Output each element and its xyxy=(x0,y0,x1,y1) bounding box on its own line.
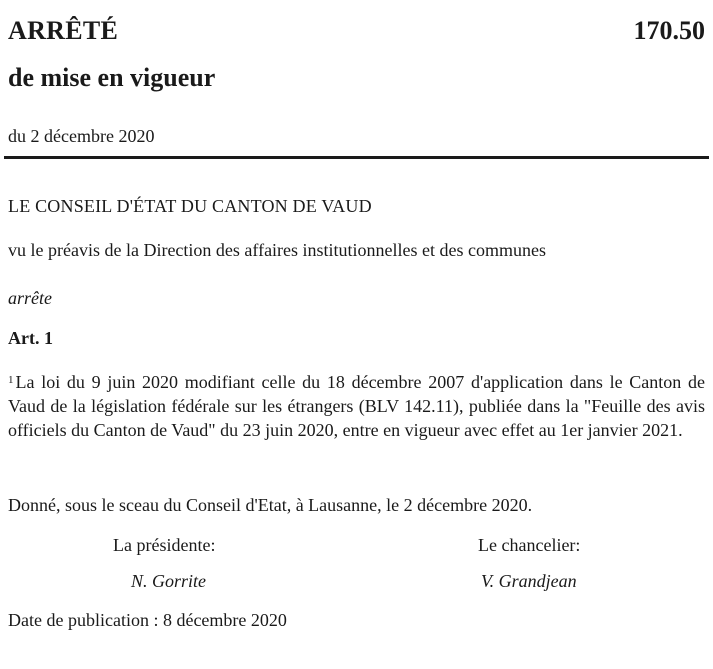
issuing-authority: LE CONSEIL D'ÉTAT DU CANTON DE VAUD xyxy=(8,196,372,216)
preamble: vu le préavis de la Direction des affaires institutionnelles et des communes xyxy=(8,240,547,260)
decree-word: arrête xyxy=(8,288,52,308)
chancellor-name: V. Grandjean xyxy=(481,571,577,591)
article-paragraph xyxy=(8,370,705,442)
president-name: N. Gorrite xyxy=(131,571,207,591)
article-heading: Art. 1 xyxy=(8,328,53,348)
article-text: La loi du 9 juin 2020 modifiant celle du 18 décembre 2007 d'application dans le Canton de Vaud de la législation fédérale sur les étrangers (BLV 142.11), publiée dans la "Feuille des avis officiels du Canton de Vaud" du 23 juin 2020, entre en vigueur avec effet au 1er janvier 2021. xyxy=(8,372,705,440)
chancellor-title: Le chancelier: xyxy=(478,535,581,555)
president-title: La présidente: xyxy=(113,535,216,555)
document-subtitle: de mise en vigueur xyxy=(8,63,216,92)
given-statement: Donné, sous le sceau du Conseil d'Etat, à Lausanne, le 2 décembre 2020. xyxy=(8,495,533,515)
document-title: ARRÊTÉ xyxy=(8,16,119,45)
publication-date: Date de publication : 8 décembre 2020 xyxy=(8,610,287,630)
paragraph-number: 1 xyxy=(8,374,14,386)
header-divider xyxy=(4,156,709,159)
document-date: du 2 décembre 2020 xyxy=(8,126,155,146)
header-row xyxy=(8,14,705,48)
document-number: 170.50 xyxy=(633,16,705,45)
